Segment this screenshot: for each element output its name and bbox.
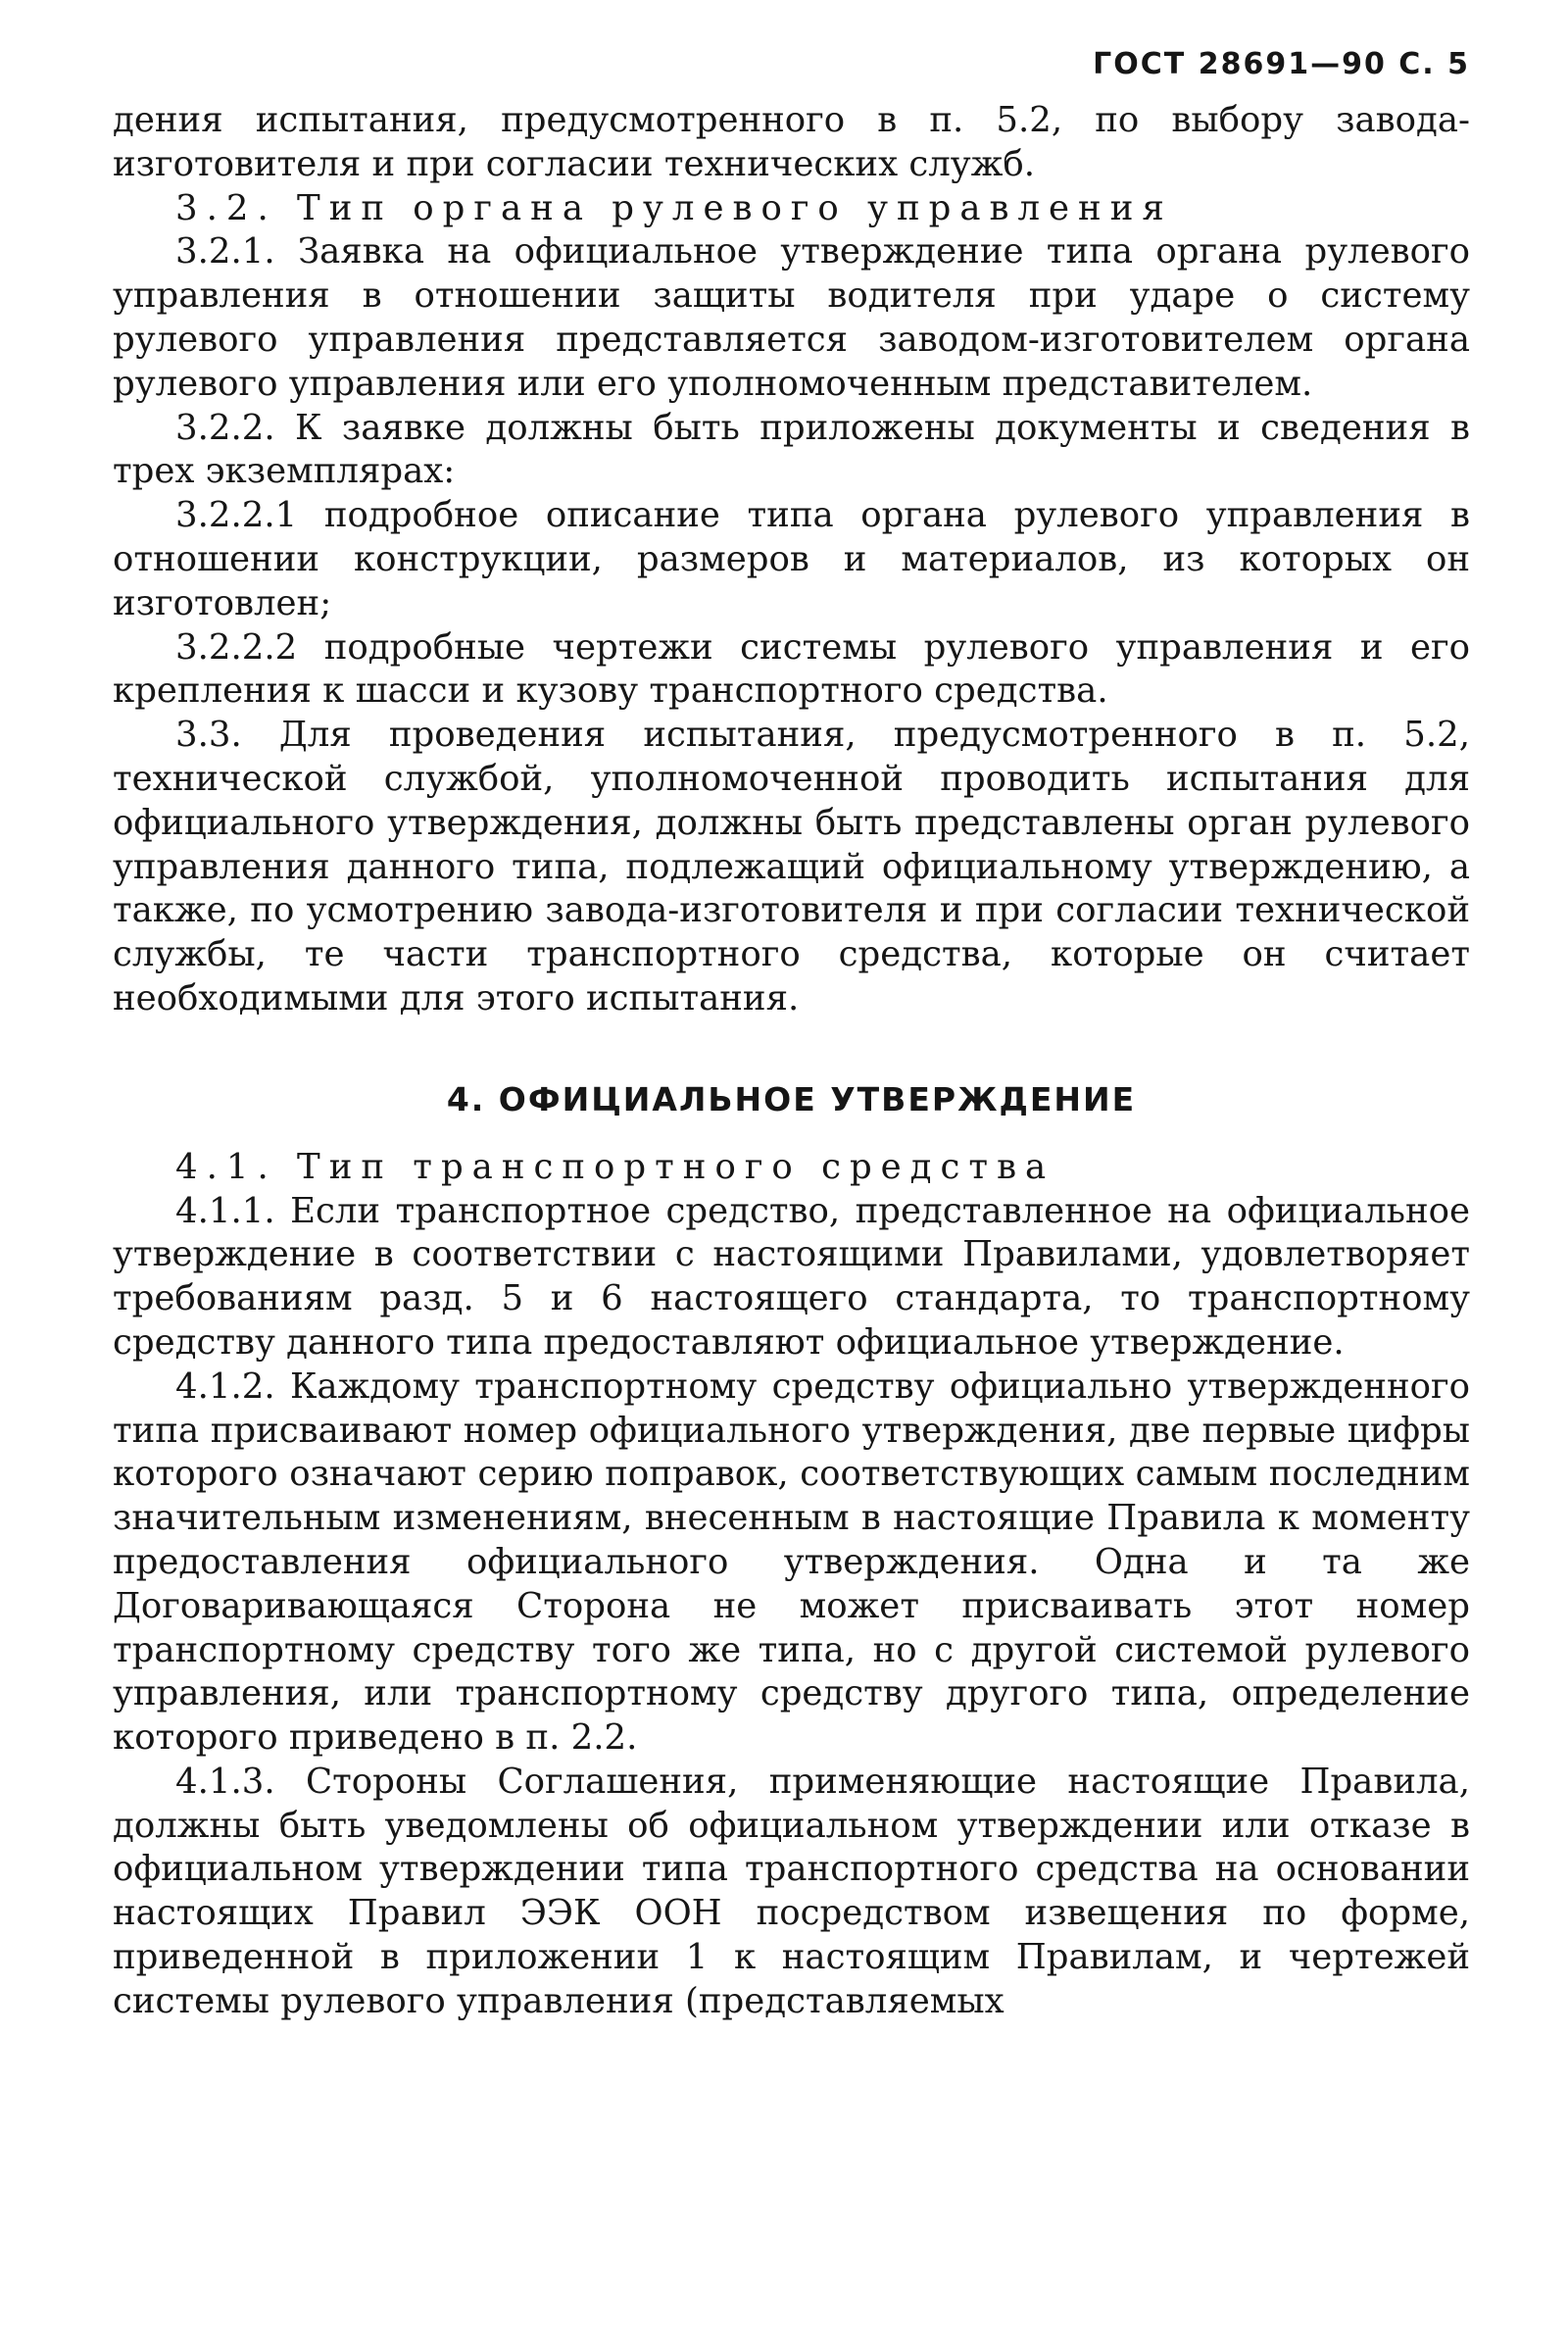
paragraph: 3.2.2.1 подробное описание типа органа рулевого управления в отношении конструкции, размеров и материалов, из которых он изготовлен; <box>113 495 1470 623</box>
section-3-text <box>113 99 1470 1021</box>
paragraph: 3.2.1. Заявка на официальное утверждение типа органа рулевого управления в отношении защиты водителя при ударе о систему рулевого управления представляется заводом-изготовителем органа рулевого управления или его уполномоченным представителем. <box>113 231 1470 404</box>
subsection-heading: 3.2. Тип органа рулевого управления <box>175 187 1173 228</box>
paragraph: 4.1.1. Если транспортное средство, представленное на официальное утверждение в соответствии с настоящими Правилами, удовлетворяет требованиям разд. 5 и 6 настоящего стандарта, то транспортному средству данного типа предоставляют официальное утверждение. <box>113 1190 1470 1363</box>
paragraph: 3.2.2.2 подробные чертежи системы рулевого управления и его крепления к шасси и кузову транспортного средства. <box>113 626 1470 712</box>
section-4-text <box>113 1146 1470 2024</box>
document-page <box>113 39 1470 2024</box>
paragraph: 3.2.2. К заявке должны быть приложены документы и сведения в трех экземплярах: <box>113 407 1470 492</box>
paragraph: 4.1.3. Стороны Соглашения, применяющие настоящие Правила, должны быть уведомлены об официальном утверждении или отказе в официальном утверждении типа транспортного средства на основании настоящих Правил ЭЭК ООН посредством извещения по форме, приведенной в приложении 1 к настоящим Правилам, и чертежей системы рулевого управления (представляемых <box>113 1761 1470 2021</box>
paragraph: дения испытания, предусмотренного в п. 5.2, по выбору завода-изготовителя и при согласии технических служб. <box>113 100 1470 184</box>
paragraph: 4.1.2. Каждому транспортному средству официально утвержденного типа присваивают номер официального утверждения, две первые цифры которого означают серию поправок, соответствующих самым последним значительным изменениям, внесенным в настоящие Правила к моменту предоставления официального утверждения. Одна и та же Договаривающаяся Сторона не может присваивать этот номер транспортному средству того же типа, но с другой системой рулевого управления, или транспортному средству другого типа, определение которого приведено в п. 2.2. <box>113 1366 1470 1759</box>
paragraph: 3.3. Для проведения испытания, предусмотренного в п. 5.2, технической службой, уполномоченной проводить испытания для официального утверждения, должны быть представлены орган рулевого управления данного типа, подлежащий официальному утверждению, а также, по усмотрению завода-изготовителя и при согласии технической службы, те части транспортного средства, которые он считает необходимыми для этого испытания. <box>113 715 1470 1018</box>
subsection-heading: 4.1. Тип транспортного средства <box>175 1146 1055 1187</box>
section-heading: 4. ОФИЦИАЛЬНОЕ УТВЕРЖДЕНИЕ <box>446 1079 1137 1118</box>
running-header: ГОСТ 28691—90 С. 5 <box>1093 47 1470 81</box>
